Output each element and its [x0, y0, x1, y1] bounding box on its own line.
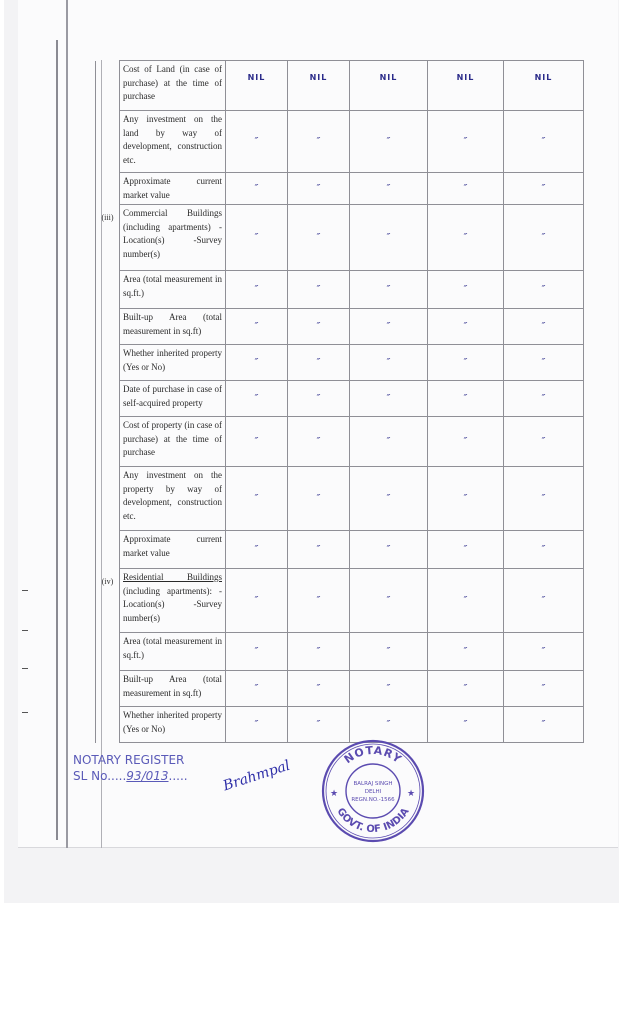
- notary-serial: [73, 768, 188, 784]
- table-row: [96, 381, 584, 417]
- row-description: Area (total measurement in sq.ft.): [120, 271, 226, 309]
- handwritten-entry: ″: [504, 467, 584, 531]
- handwritten-entry: ″: [288, 271, 350, 309]
- row-number: [96, 417, 120, 467]
- row-number: (iv): [96, 569, 120, 633]
- stamp-city: DELHI: [364, 789, 382, 795]
- handwritten-entry: ″: [428, 345, 504, 381]
- handwritten-entry: ″: [226, 381, 288, 417]
- handwritten-entry: ″: [428, 417, 504, 467]
- handwritten-entry: ″: [350, 569, 428, 633]
- handwritten-entry: ″: [350, 205, 428, 271]
- margin-tick: [22, 712, 28, 713]
- row-description: Whether inherited property (Yes or No): [120, 707, 226, 743]
- handwritten-entry: ″: [350, 271, 428, 309]
- handwritten-entry: ″: [504, 173, 584, 205]
- margin-tick: [22, 668, 28, 669]
- handwritten-entry: ″: [288, 531, 350, 569]
- handwritten-entry: ″: [350, 381, 428, 417]
- handwritten-entry: ″: [350, 111, 428, 173]
- row-number: [96, 111, 120, 173]
- row-number: [96, 61, 120, 111]
- handwritten-entry: ″: [428, 111, 504, 173]
- table-row: [96, 569, 584, 633]
- stamp-bottom-text: GOVT. OF INDIA: [334, 806, 412, 836]
- table-row: [96, 633, 584, 671]
- stamp-star-right: ★: [407, 788, 416, 798]
- handwritten-entry: ″: [428, 309, 504, 345]
- handwritten-entry: ″: [226, 111, 288, 173]
- handwritten-entry: ″: [288, 633, 350, 671]
- row-description: Built-up Area (total measurement in sq.ft): [120, 309, 226, 345]
- handwritten-entry: ″: [226, 467, 288, 531]
- row-number: [96, 271, 120, 309]
- handwritten-entry: ″: [350, 707, 428, 743]
- handwritten-entry: ″: [226, 531, 288, 569]
- handwritten-entry: ″: [226, 707, 288, 743]
- handwritten-entry: NIL: [428, 61, 504, 111]
- table-row: [96, 417, 584, 467]
- table-row: [96, 111, 584, 173]
- row-description: Area (total measurement in sq.ft.): [120, 633, 226, 671]
- row-description: Cost of property (in case of purchase) at the time of purchase: [120, 417, 226, 467]
- handwritten-entry: ″: [428, 633, 504, 671]
- handwritten-entry: ″: [226, 345, 288, 381]
- table-row: [96, 271, 584, 309]
- row-description: Built-up Area (total measurement in sq.ft): [120, 671, 226, 707]
- handwritten-entry: ″: [504, 309, 584, 345]
- margin-line: [56, 40, 58, 840]
- handwritten-entry: ″: [504, 205, 584, 271]
- row-heading: Residential Buildings: [123, 572, 222, 582]
- stamp-name: BALRAJ SINGH: [353, 781, 393, 787]
- handwritten-entry: ″: [504, 417, 584, 467]
- table-row: [96, 467, 584, 531]
- handwritten-entry: ″: [288, 467, 350, 531]
- row-number: [96, 531, 120, 569]
- assets-table: [95, 60, 584, 743]
- row-description: Approximate current market value: [120, 173, 226, 205]
- row-number: [96, 467, 120, 531]
- serial-prefix: SL No.....: [73, 769, 127, 783]
- handwritten-entry: ″: [226, 417, 288, 467]
- handwritten-entry: ″: [428, 531, 504, 569]
- handwritten-entry: ″: [350, 173, 428, 205]
- stamp-regn: REGN.NO.-1566: [351, 797, 395, 803]
- handwritten-entry: NIL: [288, 61, 350, 111]
- row-description: [120, 569, 226, 633]
- row-number: [96, 309, 120, 345]
- notary-register-title: NOTARY REGISTER: [73, 753, 185, 767]
- table-row: [96, 345, 584, 381]
- handwritten-entry: ″: [504, 707, 584, 743]
- row-number: [96, 707, 120, 743]
- handwritten-entry: NIL: [350, 61, 428, 111]
- handwritten-entry: ″: [504, 111, 584, 173]
- handwritten-entry: ″: [350, 633, 428, 671]
- handwritten-entry: ″: [350, 345, 428, 381]
- handwritten-entry: ″: [288, 345, 350, 381]
- row-description: Cost of Land (in case of purchase) at the time of purchase: [120, 61, 226, 111]
- row-number: [96, 633, 120, 671]
- handwritten-entry: ″: [226, 309, 288, 345]
- row-number: [96, 671, 120, 707]
- handwritten-entry: ″: [428, 173, 504, 205]
- handwritten-entry: NIL: [226, 61, 288, 111]
- handwritten-entry: ″: [226, 173, 288, 205]
- handwritten-entry: ″: [350, 671, 428, 707]
- handwritten-signature: Brahmpal: [221, 757, 293, 795]
- handwritten-entry: ″: [288, 111, 350, 173]
- row-number: [96, 381, 120, 417]
- handwritten-entry: ″: [504, 531, 584, 569]
- handwritten-entry: ″: [504, 345, 584, 381]
- row-description-text: (including apartments): -Location(s) -Survey number(s): [123, 585, 222, 623]
- table-row: [96, 309, 584, 345]
- handwritten-entry: ″: [288, 309, 350, 345]
- handwritten-entry: ″: [350, 467, 428, 531]
- handwritten-entry: ″: [428, 205, 504, 271]
- margin-tick: [22, 630, 28, 631]
- stamp-top-text: NOTARY: [341, 743, 405, 767]
- handwritten-entry: ″: [504, 633, 584, 671]
- handwritten-entry: ″: [350, 531, 428, 569]
- row-description: Whether inherited property (Yes or No): [120, 345, 226, 381]
- serial-suffix: .....: [168, 769, 188, 783]
- handwritten-entry: ″: [226, 633, 288, 671]
- table-row: [96, 173, 584, 205]
- notary-stamp: [318, 736, 428, 846]
- handwritten-entry: ″: [504, 671, 584, 707]
- handwritten-entry: ″: [504, 271, 584, 309]
- handwritten-entry: ″: [504, 381, 584, 417]
- handwritten-entry: ″: [288, 417, 350, 467]
- serial-number: 93/013: [126, 769, 169, 783]
- handwritten-entry: ″: [288, 671, 350, 707]
- row-description: Date of purchase in case of self-acquired property: [120, 381, 226, 417]
- handwritten-entry: ″: [350, 309, 428, 345]
- row-description: Commercial Buildings (including apartments) -Location(s) -Survey number(s): [120, 205, 226, 271]
- table-row: [96, 671, 584, 707]
- handwritten-entry: ″: [350, 417, 428, 467]
- handwritten-entry: ″: [288, 173, 350, 205]
- handwritten-entry: ″: [428, 271, 504, 309]
- handwritten-entry: ″: [226, 671, 288, 707]
- handwritten-entry: ″: [428, 707, 504, 743]
- row-description: Any investment on the land by way of development, construction etc.: [120, 111, 226, 173]
- handwritten-entry: ″: [428, 381, 504, 417]
- row-number: [96, 173, 120, 205]
- handwritten-entry: ″: [288, 707, 350, 743]
- handwritten-entry: ″: [226, 569, 288, 633]
- row-description: Any investment on the property by way of development, construction etc.: [120, 467, 226, 531]
- handwritten-entry: ″: [504, 569, 584, 633]
- row-number: [96, 345, 120, 381]
- table-row: [96, 205, 584, 271]
- handwritten-entry: NIL: [504, 61, 584, 111]
- row-number: (iii): [96, 205, 120, 271]
- handwritten-entry: ″: [226, 205, 288, 271]
- notary-register: [73, 752, 188, 784]
- stamp-star-left: ★: [330, 788, 339, 798]
- margin-line: [66, 0, 68, 848]
- handwritten-entry: ″: [226, 271, 288, 309]
- handwritten-entry: ″: [428, 569, 504, 633]
- table-row: [96, 531, 584, 569]
- handwritten-entry: ″: [288, 381, 350, 417]
- handwritten-entry: ″: [288, 205, 350, 271]
- handwritten-entry: ″: [288, 569, 350, 633]
- handwritten-entry: ″: [428, 671, 504, 707]
- svg-text:GOVT. OF INDIA: [334, 806, 411, 835]
- table-row: [96, 61, 584, 111]
- margin-tick: [22, 590, 28, 591]
- handwritten-entry: ″: [428, 467, 504, 531]
- row-description: Approximate current market value: [120, 531, 226, 569]
